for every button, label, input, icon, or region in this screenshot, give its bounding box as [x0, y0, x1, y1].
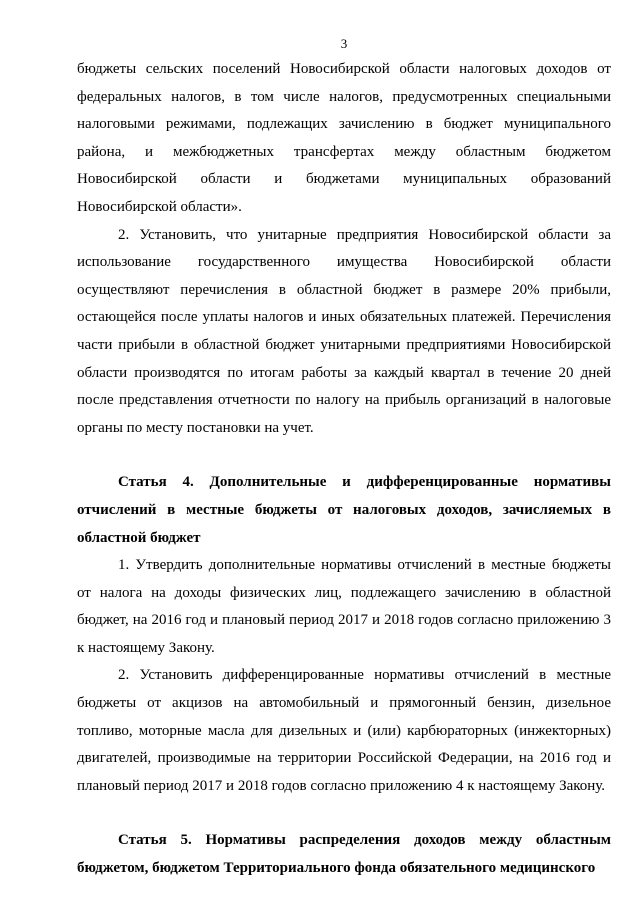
article-4-item-1: 1. Утвердить дополнительные нормативы отчислений в местные бюджеты от налога на доходы физических лиц, подлежащего зачислению в областной бюджет, на 2016 год и плановый период 2017 и 2018 годов согласно приложению 3 к настоящему Закону.: [77, 557, 611, 656]
page-number: 3: [340, 36, 348, 51]
article-5-heading: Статья 5. Нормативы распределения доходов между областным бюджетом, бюджетом Территориального фонда обязательного медицинского: [77, 832, 611, 877]
article-4-heading: Статья 4. Дополнительные и дифференцированные нормативы отчислений в местные бюджеты от налоговых доходов, зачисляемых в областной бюджет: [77, 474, 611, 546]
continuation-paragraph: бюджеты сельских поселений Новосибирской области налоговых доходов от федеральных налогов, в том числе налогов, предусмотренных специальными налоговыми режимами, подлежащих зачислению в бюджет муниципального района, и межбюджетных трансфертах между областным бюджетом Новосибирской области и бюджетами муниципальных образований Новосибирской области».: [77, 61, 611, 215]
article-4-item-2: 2. Установить дифференцированные нормативы отчислений в местные бюджеты от акцизов на автомобильный и прямогонный бензин, дизельное топливо, моторные масла для дизельных и (или) карбюраторных (инжекторных) двигателей, производимые на территории Российской Федерации, на 2016 год и плановый период 2017 и 2018 годов согласно приложению 4 к настоящему Закону.: [77, 667, 611, 794]
unitary-enterprises-paragraph: 2. Установить, что унитарные предприятия Новосибирской области за использование государственного имущества Новосибирской области осуществляют перечисления в областной бюджет в размере 20% прибыли, остающейся после уплаты налогов и иных обязательных платежей. Перечисления части прибыли в областной бюджет унитарными предприятиями Новосибирской области производятся по итогам работы за каждый квартал в течение 20 дней после представления отчетности по налогу на прибыль организаций в налоговые органы по месту постановки на учет.: [77, 226, 611, 436]
section-spacer: [77, 442, 611, 469]
section-spacer: [77, 800, 611, 827]
